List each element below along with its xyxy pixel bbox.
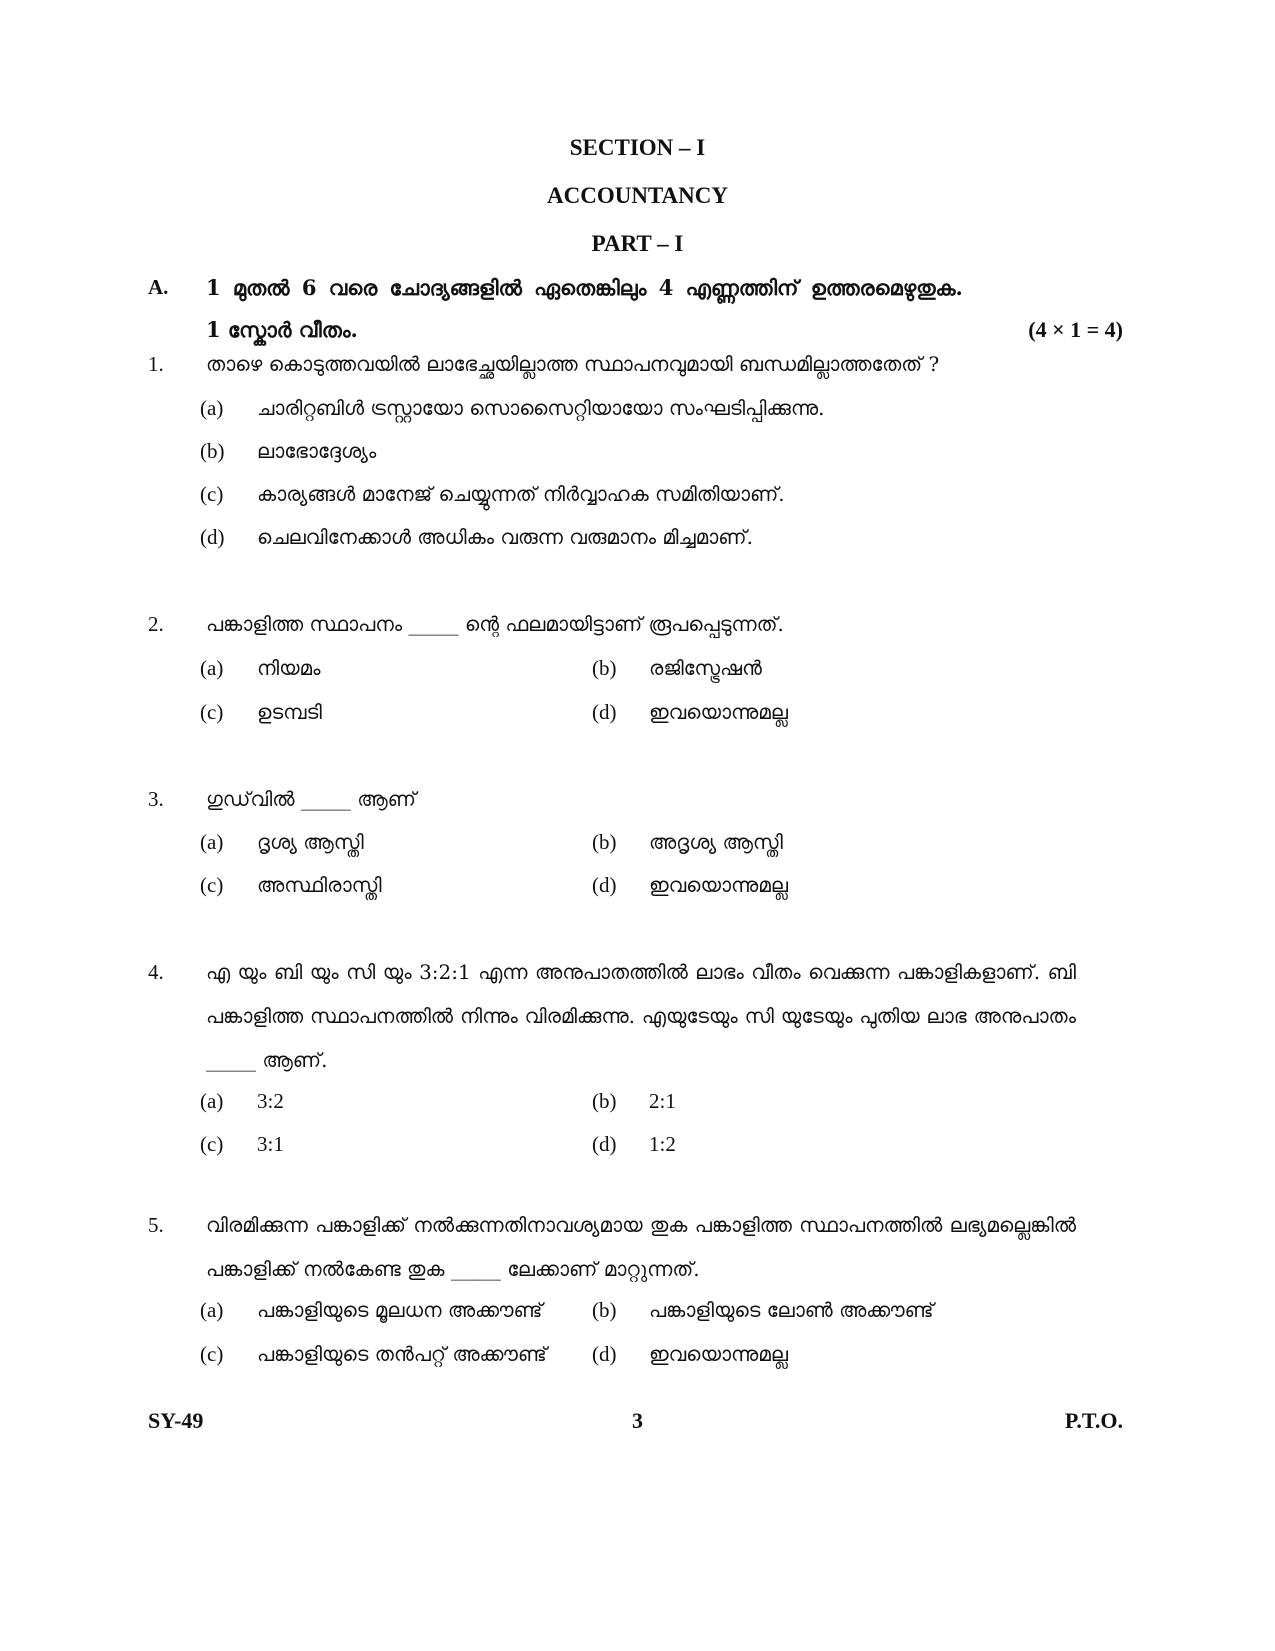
option-text: ദൃശ്യ ആസ്തി	[257, 830, 364, 854]
option-text: ലാഭോദ്ദേശ്യം	[257, 439, 377, 463]
option-label: (a)	[200, 1298, 224, 1322]
option-label: (b)	[200, 439, 225, 463]
option-text: ഇവയൊന്നുമല്ല	[649, 700, 788, 724]
option-label: (d)	[592, 873, 617, 897]
option-text: രജിസ്ട്രേഷൻ	[649, 656, 762, 680]
option-label: (d)	[592, 700, 617, 724]
option-text: 2:1	[649, 1089, 676, 1113]
option-label: (d)	[592, 1342, 617, 1366]
question-number: 4.	[148, 960, 164, 984]
question-text: താഴെ കൊടുത്തവയിൽ ലാഭേച്ഛയില്ലാത്ത സ്ഥാപനവുമായി ബന്ധമില്ലാത്തതേത് ?	[206, 352, 940, 376]
question-text: വിരമിക്കുന്ന പങ്കാളിക്ക് നൽക്കുന്നതിനാവശ്യമായ തുക പങ്കാളിത്ത സ്ഥാപനത്തിൽ ലഭ്യമല്ലെങ്കിൽ പങ്കാളിക്ക് നൽകേണ്ട തുക _____ ലേക്കാണ് മാറ്റുന്നത്.	[206, 1213, 1076, 1281]
question-number: 5.	[148, 1213, 164, 1237]
option-label: (b)	[592, 830, 617, 854]
option-label: (a)	[200, 396, 224, 420]
option-text: ഉടമ്പടി	[257, 700, 322, 724]
option-text: 1:2	[649, 1132, 676, 1156]
option-label: (b)	[592, 1089, 617, 1113]
option-text: അദൃശ്യ ആസ്തി	[649, 830, 783, 854]
option-text: ചെലവിനേക്കാൾ അധികം വരുന്ന വരുമാനം മിച്ചമാണ്.	[257, 525, 753, 549]
section-heading: SECTION – I	[569, 135, 706, 160]
option-text: ഇവയൊന്നുമല്ല	[649, 873, 788, 897]
option-text: നിയമം	[257, 656, 321, 680]
option-text: പങ്കാളിയുടെ മൂലധന അക്കൗണ്ട്	[257, 1298, 543, 1322]
option-text: പങ്കാളിയുടെ തൻപറ്റ് അക്കൗണ്ട്	[257, 1342, 547, 1366]
option-label: (a)	[200, 656, 224, 680]
option-label: (b)	[592, 656, 617, 680]
question-number: 1.	[148, 352, 164, 376]
option-text: ഇവയൊന്നുമല്ല	[649, 1342, 788, 1366]
question-number: 2.	[148, 612, 164, 636]
option-text: ചാരിറ്റബിൾ ട്രസ്റ്റായോ സൊസൈറ്റിയായോ സംഘടിപ്പിക്കുന്നു.	[257, 396, 825, 420]
part-heading: PART – I	[591, 231, 684, 256]
instruction-line-2: 1 സ്കോർ വീതം.	[206, 317, 358, 342]
option-text: അസ്ഥിരാസ്തി	[257, 873, 382, 897]
option-label: (c)	[200, 1342, 224, 1366]
option-text: പങ്കാളിയുടെ ലോൺ അക്കൗണ്ട്	[649, 1298, 934, 1322]
option-label: (d)	[200, 525, 225, 549]
option-label: (a)	[200, 1089, 224, 1113]
option-label: (c)	[200, 482, 224, 506]
question-text: ഗുഡ്‌വിൽ _____ ആണ്	[206, 787, 416, 811]
question-text: പങ്കാളിത്ത സ്ഥാപനം _____ ന്റെ ഫലമായിട്ടാണ് രൂപപ്പെടുന്നത്.	[206, 612, 784, 636]
option-label: (b)	[592, 1298, 617, 1322]
option-text: 3:1	[257, 1132, 284, 1156]
option-label: (c)	[200, 700, 224, 724]
paper-code: SY-49	[148, 1408, 204, 1433]
marks-allocation: (4 × 1 = 4)	[1028, 317, 1123, 342]
option-label: (d)	[592, 1132, 617, 1156]
question-number: 3.	[148, 787, 164, 811]
option-text: 3:2	[257, 1089, 284, 1113]
option-label: (c)	[200, 1132, 224, 1156]
instruction-line-1: 1 മുതൽ 6 വരെ ചോദ്യങ്ങളിൽ ഏതെങ്കിലും 4 എണ്ണത്തിന് ഉത്തരമെഴുതുക.	[206, 275, 963, 300]
option-label: (a)	[200, 830, 224, 854]
subject-heading: ACCOUNTANCY	[546, 183, 728, 208]
page-number: 3	[632, 1408, 643, 1433]
option-text: കാര്യങ്ങൾ മാനേജ് ചെയ്യുന്നത് നിർവ്വാഹക സമിതിയാണ്.	[257, 482, 785, 506]
please-turn-over: P.T.O.	[1064, 1408, 1123, 1433]
question-text: എ യും ബി യും സി യും 3:2:1 എന്ന അനുപാതത്തിൽ ലാഭം വീതം വെക്കുന്ന പങ്കാളികളാണ്. ബി പങ്കാളിത്ത സ്ഥാപനത്തിൽ നിന്നും വിരമിക്കുന്നു. എയുടേയും സി യുടേയും പുതിയ ലാഭ അനുപാതം _____ ആണ്.	[206, 960, 1076, 1072]
instruction-label: A.	[148, 275, 169, 299]
option-label: (c)	[200, 873, 224, 897]
